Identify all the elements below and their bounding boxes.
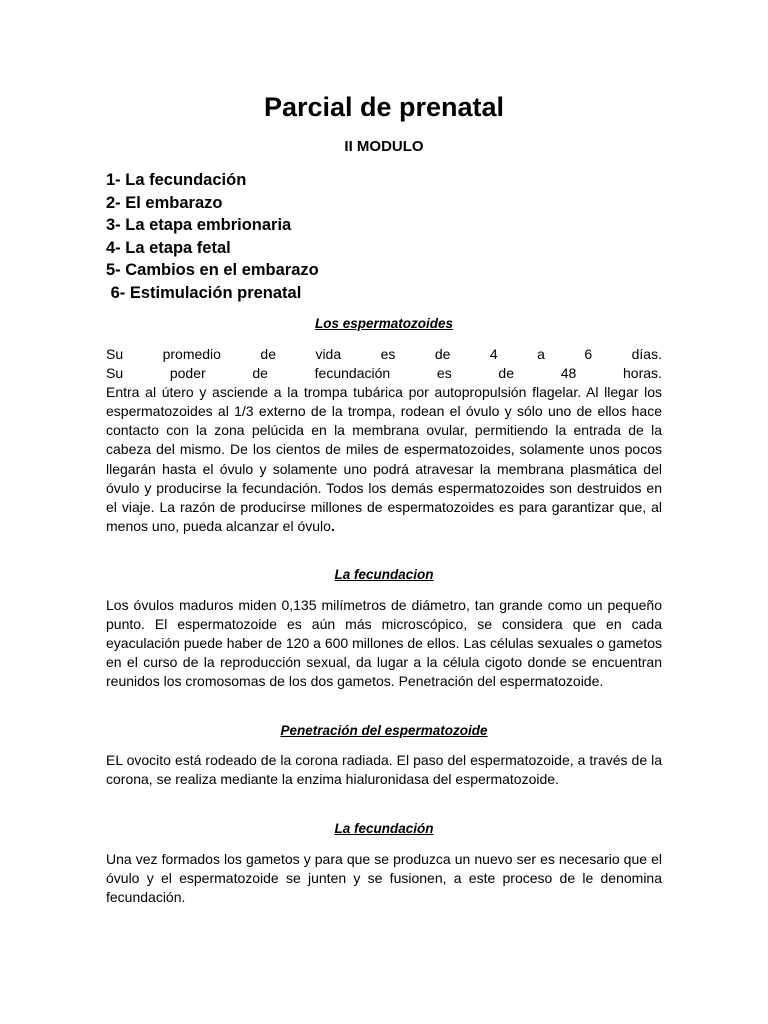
- word: fecundación: [314, 365, 391, 382]
- word: es: [380, 346, 396, 362]
- word: días.: [631, 346, 662, 362]
- section-body-penetracion: EL ovocito está rodeado de la corona radiada. El paso del espermatozoide, a través de la corona, se realiza mediante la enzima hialuronidasa del espermatozoide.: [106, 752, 662, 788]
- word: horas.: [623, 365, 662, 382]
- body-line: [106, 364, 662, 383]
- section-heading-fecundacion: La fecundacion: [334, 567, 434, 582]
- body-paragraph: [106, 383, 662, 536]
- toc-item: 4- La etapa fetal: [106, 238, 231, 257]
- section-body-espermatozoides: [106, 345, 662, 536]
- module-subtitle: II MODULO: [344, 138, 424, 155]
- word: de: [434, 346, 451, 362]
- page-title: Parcial de prenatal: [263, 92, 505, 122]
- word: Su: [106, 346, 124, 362]
- word: de: [260, 346, 276, 362]
- word: vida: [315, 346, 342, 362]
- toc-item: 1- La fecundación: [106, 171, 247, 189]
- section-body-fecundacion-2: Una vez formados los gametos y para que se produzca un nuevo ser es necesario que el óvulo y el espermatozoide se junten y se fusionen, a este proceso de le denomina fecundación.: [106, 851, 662, 906]
- word: a: [537, 346, 545, 362]
- word: Su: [106, 365, 124, 382]
- section-heading-penetracion: Penetración del espermatozoide: [280, 723, 488, 738]
- section-heading-espermatozoides: Los espermatozoides: [314, 316, 454, 331]
- word: 48: [560, 365, 577, 382]
- word: promedio: [162, 346, 221, 362]
- toc-item: 6- Estimulación prenatal: [106, 283, 302, 302]
- toc-item: 5- Cambios en el embarazo: [106, 261, 319, 280]
- toc-item: 2- El embarazo: [106, 193, 223, 212]
- section-body-fecundacion: Los óvulos maduros miden 0,135 milímetros de diámetro, tan grande como un pequeño punto. El espermatozoide es aún más microscópico, se considera que en cada eyaculación puede haber de 120 a 600 millones de ellos. Las células sexuales o gametos en el curso de la reproducción sexual, da lugar a la célula cigoto donde se encuentran reunidos los cromosomas de los dos gametos. Penetración del espermatozoide.: [106, 597, 662, 690]
- word: es: [436, 365, 452, 382]
- word: de: [252, 365, 268, 382]
- word: 4: [489, 346, 498, 362]
- body-text-end: .: [330, 517, 335, 534]
- table-of-contents: [106, 169, 666, 305]
- toc-item: 3- La etapa embrionaria: [106, 216, 292, 235]
- section-heading-fecundacion-2: La fecundación: [334, 821, 434, 836]
- word: 6: [584, 346, 593, 362]
- body-text: Entra al útero y asciende a la trompa tubárica por autopropulsión flagelar. Al llegar los espermatozoides al 1/3 externo de la trompa, rodean el óvulo y sólo uno de ellos hace contacto con la zona pelúcida en la membrana ovular, permitiendo la entrada de la cabeza del mismo. De los cientos de miles de espermatozoides, solamente unos pocos llegarán hasta el óvulo y solamente uno podrá atravesar la membrana plasmática del óvulo y producirse la fecundación. Todos los demás espermatozoides son destruidos en el viaje. La razón de producirse millones de espermatozoides es para garantizar que, al menos uno, pueda alcanzar el óvulo: [106, 384, 662, 534]
- body-line: [106, 345, 662, 364]
- word: poder: [169, 365, 206, 382]
- word: de: [498, 365, 514, 382]
